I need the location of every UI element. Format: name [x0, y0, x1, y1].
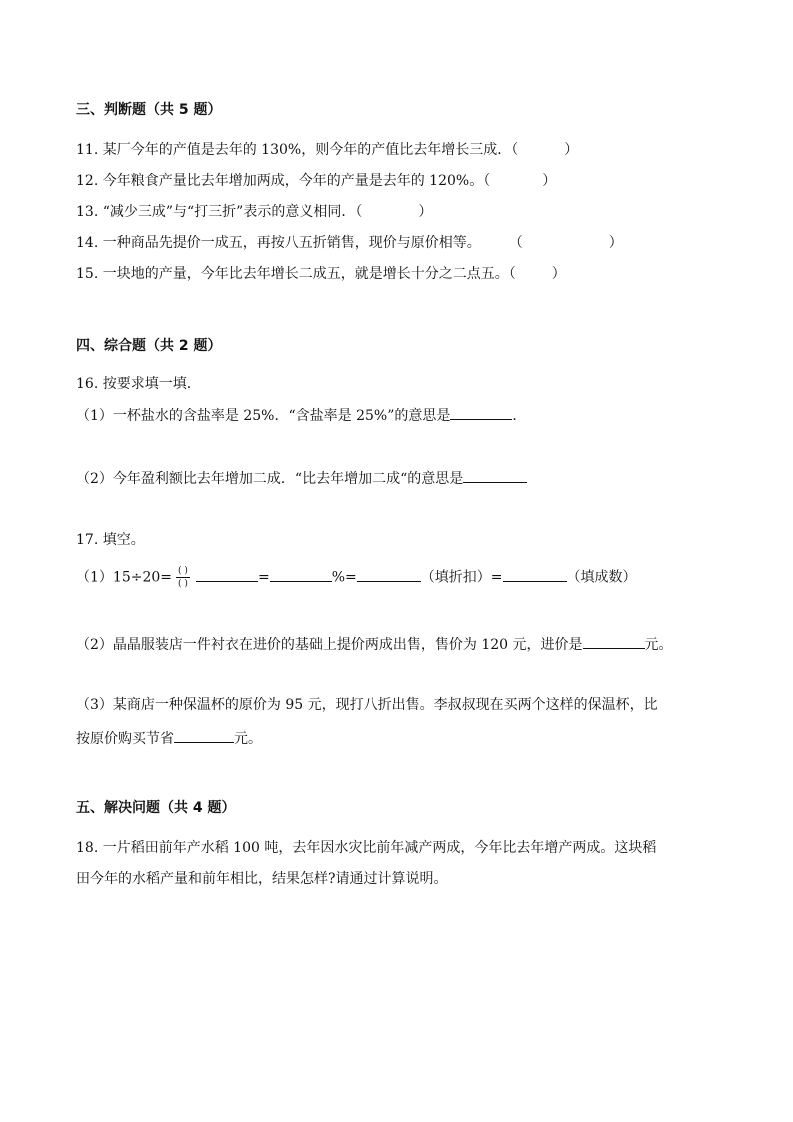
question-13-text: 13. “减少三成”与“打三折”表示的意义相同．（ — [76, 204, 363, 220]
fraction-numerator: ( ) — [178, 566, 188, 576]
question-17-2-text: （2）晶晶服装店一件衬衣在进价的基础上提价两成出售，售价为 120 元，进价是 — [76, 637, 583, 653]
question-14 — [76, 233, 623, 253]
question-17-1 — [76, 566, 637, 589]
question-15 — [76, 264, 566, 284]
question-18-line-1: 18. 一片稻田前年产水稻 100 吨，去年因水灾比前年减产两成，今年比去年增产两成。这块稻 — [76, 840, 657, 856]
question-17-1-text: （1）15÷20= — [76, 569, 172, 586]
discount-label: （填折扣）= — [420, 569, 503, 586]
question-16-1-end: ． — [512, 408, 527, 424]
question-11-text: 11. 某厂今年的产值是去年的 130%，则今年的产值比去年增长三成．（ — [76, 142, 519, 158]
question-17-3-line-2 — [76, 728, 262, 749]
question-13-close: ） — [418, 204, 433, 220]
answer-blank[interactable] — [196, 567, 258, 582]
question-12-text: 12. 今年粮食产量比去年增加两成，今年的产量是去年的 120%。（ — [76, 173, 491, 189]
question-17-3-text: 按原价购买节省 — [76, 731, 174, 747]
question-14-open: （ — [508, 235, 523, 251]
question-16-2 — [76, 468, 527, 489]
fraction-blank[interactable] — [176, 566, 190, 589]
question-16: 16. 按要求填一填． — [76, 376, 201, 392]
question-16-2-text: （2）今年盈利额比去年增加二成．“比去年增加二成“的意思是 — [76, 471, 464, 487]
percent-equals: %= — [331, 569, 357, 586]
question-16-1 — [76, 405, 526, 426]
question-12-close: ） — [542, 173, 557, 189]
answer-blank[interactable] — [583, 634, 645, 649]
section-3-heading: 三、判断题（共 5 题） — [76, 102, 222, 118]
question-11-close: ） — [564, 142, 579, 158]
question-12 — [76, 171, 556, 191]
equals-sign: = — [258, 569, 270, 586]
answer-blank[interactable] — [270, 567, 332, 582]
answer-blank[interactable] — [503, 567, 567, 582]
question-15-close: ） — [551, 266, 566, 282]
section-5-heading: 五、解决问题（共 4 题） — [76, 800, 236, 816]
question-17-3-end: 元。 — [234, 731, 262, 747]
answer-blank[interactable] — [450, 405, 512, 420]
question-16-1-text: （1）一杯盐水的含盐率是 25%．“含盐率是 25%”的意思是 — [76, 408, 451, 424]
answer-blank[interactable] — [463, 468, 527, 483]
answer-blank[interactable] — [357, 567, 421, 582]
question-13 — [76, 202, 432, 222]
question-14-text: 14. 一种商品先提价一成五，再按八五折销售，现价与原价相等。 — [76, 235, 481, 251]
fraction-denominator: ( ) — [178, 579, 188, 589]
question-17-3-line-1: （3）某商店一种保温杯的原价为 95 元，现打八折出售。李叔叔现在买两个这样的保温杯，比 — [76, 697, 658, 713]
question-11 — [76, 140, 578, 160]
question-17-2 — [76, 634, 673, 655]
question-15-text: 15. 一块地的产量，今年比去年增长二成五，就是增长十分之二点五。（ — [76, 266, 516, 282]
question-18-line-2: 田今年的水稻产量和前年相比，结果怎样?请通过计算说明。 — [76, 871, 448, 887]
section-4-heading: 四、综合题（共 2 题） — [76, 338, 222, 354]
question-17: 17. 填空。 — [76, 532, 145, 548]
question-14-close: ） — [608, 235, 623, 251]
answer-blank[interactable] — [174, 728, 234, 743]
question-17-2-end: 元。 — [644, 637, 673, 653]
tenths-label: （填成数） — [566, 569, 637, 586]
